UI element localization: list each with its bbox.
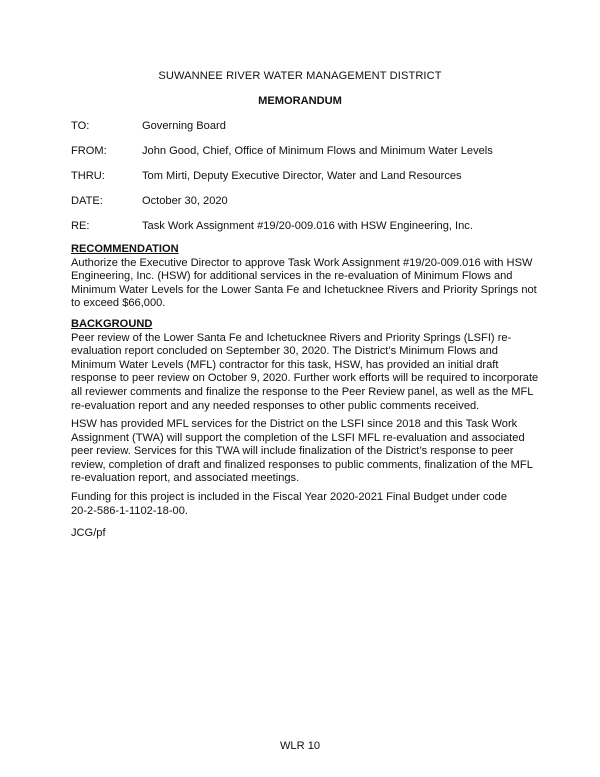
routing-value: October 30, 2020: [142, 195, 228, 207]
page-number: WLR 10: [279, 740, 321, 752]
text-line: Minimum Water Levels (MFL) contractor for this task, HSW, has provided an initial draft: [71, 358, 499, 371]
organization-name: SUWANNEE RIVER WATER MANAGEMENT DISTRICT: [158, 70, 442, 82]
text-line: 20-2-586-1-1102-18-00.: [71, 504, 188, 517]
background-section: [71, 318, 541, 413]
text-line: to exceed $66,000.: [71, 297, 166, 310]
text-line: Funding for this project is included in the Fiscal Year 2020-2021 Final Budget under code: [71, 491, 508, 503]
text-line: Authorize the Executive Director to approve Task Work Assignment #19/20-009.016 with HSW: [71, 256, 533, 269]
routing-label: DATE:: [71, 195, 103, 207]
initials: JCG/pf: [71, 527, 106, 539]
background-paragraph-3: [71, 491, 541, 518]
routing-value: Governing Board: [142, 120, 226, 132]
routing-label: THRU:: [71, 170, 105, 182]
text-line: Assignment (TWA) will support the completion of the LSFI MFL re-evaluation and associated: [71, 431, 525, 444]
background-paragraph-2: [71, 418, 541, 486]
routing-value: John Good, Chief, Office of Minimum Flows and Minimum Water Levels: [142, 145, 493, 157]
routing-re: [71, 220, 551, 234]
text-line: peer review. Services for this TWA will include finalization of the District’s response to peer: [71, 445, 514, 458]
text-line: re-evaluation report, and associated meetings.: [71, 472, 300, 485]
background-title: BACKGROUND: [71, 318, 153, 330]
recommendation-text: [71, 257, 541, 311]
document-type: MEMORANDUM: [258, 95, 342, 107]
routing-label: RE:: [71, 220, 90, 232]
routing-label: TO:: [71, 120, 90, 132]
text-line: Peer review of the Lower Santa Fe and Ichetucknee Rivers and Priority Springs (LSFI) re-: [71, 331, 512, 344]
routing-thru: [71, 170, 551, 184]
text-line: re-evaluation report and any needed responses to other public comments received.: [71, 399, 480, 412]
routing-date: [71, 195, 551, 209]
text-line: all reviewer comments and finalize the response to the Peer Review panel, as well as the MFL: [71, 385, 534, 398]
routing-label: FROM:: [71, 145, 107, 157]
text-line: evaluation report concluded on September 30, 2020. The District’s Minimum Flows and: [71, 345, 498, 358]
recommendation-section: [71, 243, 541, 311]
text-line: HSW has provided MFL services for the District on the LSFI since 2018 and this Task Work: [71, 418, 518, 430]
routing-to: [71, 120, 551, 134]
text-line: Engineering, Inc. (HSW) for additional services in the re-evaluation of Minimum Flows and: [71, 270, 513, 283]
routing-from: [71, 145, 551, 159]
background-paragraph-1: [71, 332, 541, 414]
text-line: Minimum Water Levels for the Lower Santa Fe and Ichetucknee Rivers and Priority Springs not: [71, 283, 537, 296]
text-line: response to peer review on October 9, 2020. Further work efforts will be required to incorporate: [71, 372, 539, 385]
routing-value: Task Work Assignment #19/20-009.016 with HSW Engineering, Inc.: [142, 220, 473, 232]
routing-value: Tom Mirti, Deputy Executive Director, Water and Land Resources: [142, 170, 462, 182]
text-line: review, completion of draft and finalized responses to public comments, finalization of the MFL: [71, 458, 533, 471]
recommendation-title: RECOMMENDATION: [71, 243, 179, 255]
